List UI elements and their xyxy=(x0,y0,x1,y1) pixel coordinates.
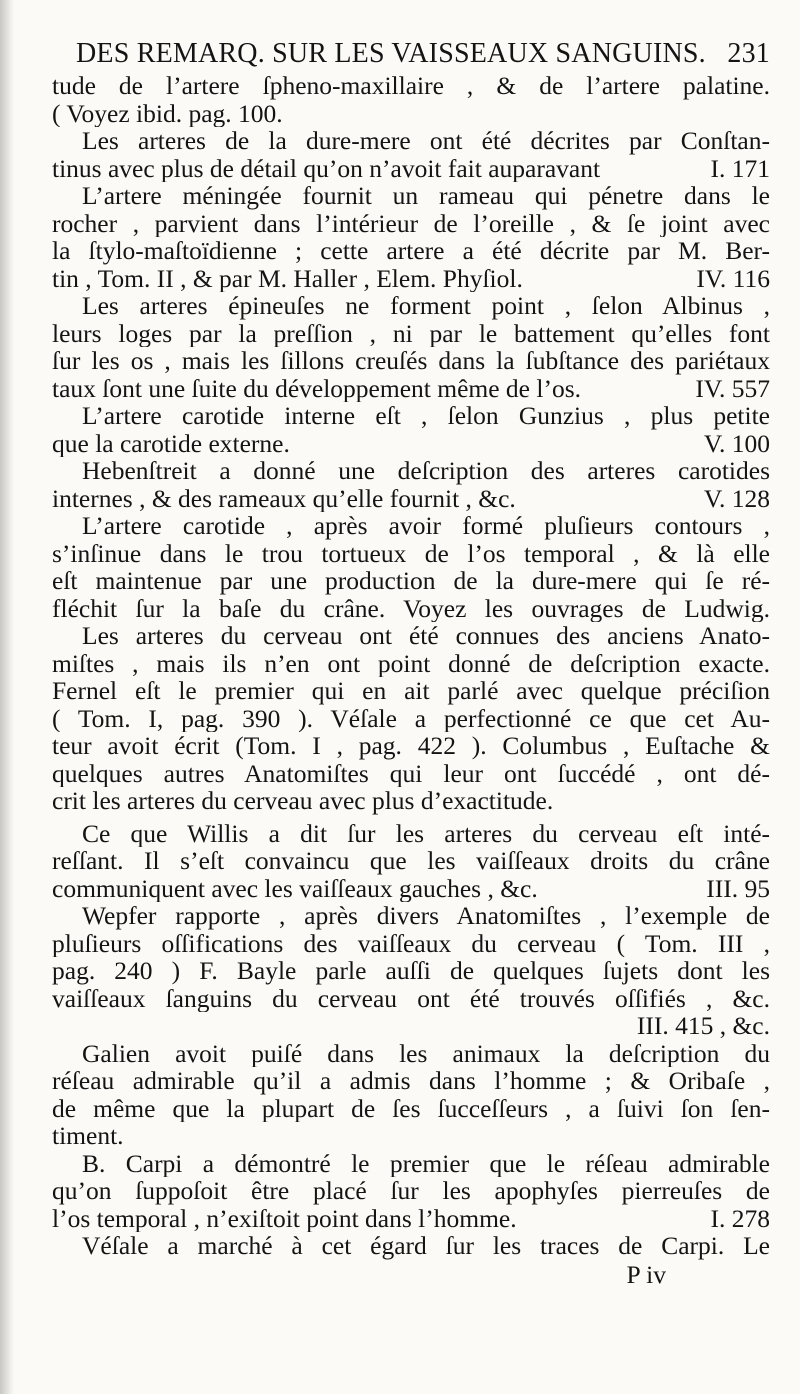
text-line: crit les arteres du cerveau avec plus d’exactitude. xyxy=(52,787,554,815)
line-text: taux ſont une ſuite du développement même de l’os. xyxy=(52,374,581,402)
line-reference: IV. 557 xyxy=(695,374,770,402)
text-line: fléchit ſur la baſe du crâne. Voyez les ouvrages de Ludwig. xyxy=(52,594,770,622)
text-line: quelques autres Anatomiſtes qui leur ont ſuccédé , ont dé- xyxy=(52,759,770,787)
line-reference: III. 415 , &c. xyxy=(636,1012,770,1040)
text-line: L’artere carotide interne eſt , ſelon Gunzius , plus petite xyxy=(82,402,770,430)
text-line: de même que la plupart de ſes ſucceſſeurs , a ſuivi ſon ſen- xyxy=(52,1094,770,1122)
text-line: qu’on ſuppoſoit être placé ſur les apophyſes pierreuſes de xyxy=(52,1177,770,1205)
text-line: rocher , parvient dans l’intérieur de l’oreille , & ſe joint avec xyxy=(52,209,770,237)
text-line: tude de l’artere ſpheno-maxillaire , & de l’artere palatine. xyxy=(52,72,770,100)
line-reference: I. 278 xyxy=(710,1204,770,1232)
text-line xyxy=(52,430,770,458)
text-line: ( Voyez ibid. pag. 100. xyxy=(52,99,283,127)
text-line: reſſant. Il s’eſt convaincu que les vaiſſeaux droits du crâne xyxy=(52,847,770,875)
text-line xyxy=(52,485,770,513)
text-line xyxy=(52,155,770,183)
text-line: pag. 240 ) F. Bayle parle auſſi de quelques ſujets dont les xyxy=(52,957,770,985)
text-line: ( Tom. I, pag. 390 ). Véſale a perfectionné ce que cet Au- xyxy=(52,704,770,732)
header-title: DES REMARQ. SUR LES VAISSEAUX SANGUINS. xyxy=(76,38,706,69)
text-line: L’artere méningée fournit un rameau qui pénetre dans le xyxy=(82,182,770,210)
text-line: L’artere carotide , après avoir formé pluſieurs contours , xyxy=(82,512,770,540)
text-line: ſur les os , mais les ſillons creuſés dans la ſubſtance des pariétaux xyxy=(52,347,770,375)
text-line: s’inſinue dans le trou tortueux de l’os temporal , & là elle xyxy=(52,539,770,567)
text-line: Fernel eſt le premier qui en ait parlé avec quelque préciſion xyxy=(52,677,770,705)
text-line: B. Carpi a démontré le premier que le réſeau admirable xyxy=(82,1149,770,1177)
text-line: leurs loges par la preſſion , ni par le battement qu’elles font xyxy=(52,319,770,347)
text-line xyxy=(52,1205,770,1233)
line-reference: V. 100 xyxy=(703,429,770,457)
text-line: Véſale a marché à cet égard ſur les traces de Carpi. Le xyxy=(82,1232,770,1260)
signature-mark: P iv xyxy=(626,1259,666,1289)
line-text: l’os temporal , n’exiſtoit point dans l’homme. xyxy=(52,1204,517,1232)
text-line: eſt maintenue par une production de la dure-mere qui ſe ré- xyxy=(52,567,770,595)
text-line xyxy=(52,1012,770,1040)
text-line: Hebenſtreit a donné une deſcription des arteres carotides xyxy=(82,457,770,485)
line-reference: III. 95 xyxy=(706,874,770,902)
line-reference: V. 128 xyxy=(703,484,770,512)
line-text: tin , Tom. II , & par M. Haller , Elem. Phyſiol. xyxy=(52,264,523,292)
line-text: tinus avec plus de détail qu’on n’avoit fait auparavant xyxy=(52,154,601,182)
text-line: teur avoit écrit (Tom. I , pag. 422 ). Columbus , Euſtache & xyxy=(52,732,770,760)
text-line: réſeau admirable qu’il a admis dans l’homme ; & Oribaſe , xyxy=(52,1067,770,1095)
page-number: 231 xyxy=(727,38,770,69)
line-text: que la carotide externe. xyxy=(52,429,290,457)
line-reference: IV. 116 xyxy=(696,264,770,292)
text-line: vaiſſeaux ſanguins du cerveau ont été trouvés oſſifiés , &c. xyxy=(52,984,770,1012)
line-text: internes , & des rameaux qu’elle fournit , &c. xyxy=(52,484,516,512)
line-text: communiquent avec les vaiſſeaux gauches , &c. xyxy=(52,874,538,902)
text-line: la ſtylo-maſtoïdienne ; cette artere a été décrite par M. Ber- xyxy=(52,237,770,265)
text-line: Les arteres épineuſes ne forment point , ſelon Albinus , xyxy=(82,292,770,320)
text-line xyxy=(52,265,770,293)
text-line: Ce que Willis a dit ſur les arteres du cerveau eſt inté- xyxy=(82,819,770,847)
line-reference: I. 171 xyxy=(710,154,770,182)
text-line xyxy=(52,375,770,403)
text-line: timent. xyxy=(52,1122,124,1150)
text-line: miſtes , mais ils n’en ont point donné de deſcription exacte. xyxy=(52,649,770,677)
text-body xyxy=(52,72,770,1260)
running-header xyxy=(76,38,770,70)
text-line: Galien avoit puiſé dans les animaux la deſcription du xyxy=(82,1039,770,1067)
text-line: Les arteres du cerveau ont été connues des anciens Anato- xyxy=(82,622,770,650)
text-line: Les arteres de la dure-mere ont été décrites par Conſtan- xyxy=(82,127,770,155)
text-line: Wepfer rapporte , après divers Anatomiſtes , l’exemple de xyxy=(82,902,770,930)
text-line xyxy=(52,875,770,903)
text-line: pluſieurs oſſifications des vaiſſeaux du cerveau ( Tom. III , xyxy=(52,929,770,957)
